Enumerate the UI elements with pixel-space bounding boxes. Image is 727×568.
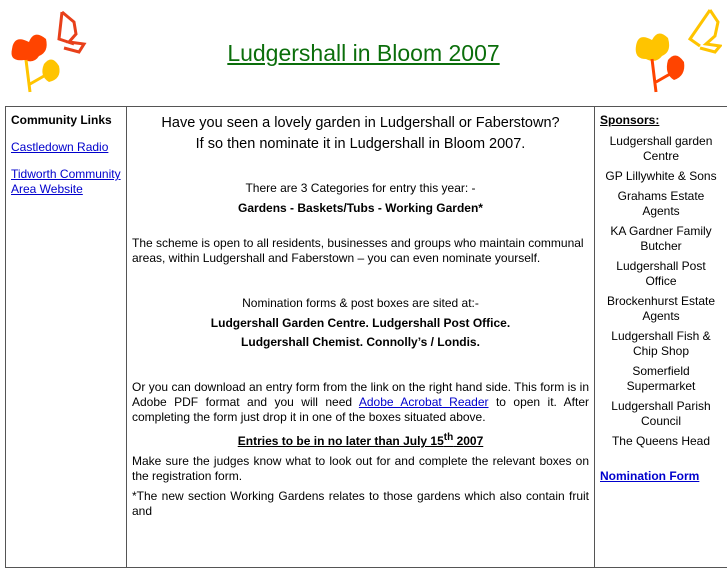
sponsor-item: Somerfield Supermarket	[626, 364, 696, 393]
community-links-column	[6, 107, 127, 567]
sponsor-item: Ludgershall Post Office	[616, 259, 706, 288]
sponsor-item: Brockenhurst Estate Agents	[606, 294, 716, 323]
scheme-text: The scheme is open to all residents, businesses and groups who maintain communal areas, within Ludgershall and Faberstown – you can even nominate yourself.	[132, 236, 584, 265]
download-text	[132, 380, 589, 425]
deadline-sup: th	[443, 432, 454, 443]
deadline-a: Entries to be in no later than July 15	[237, 434, 444, 448]
intro-line-1: Have you seen a lovely garden in Ludgershall or Faberstown?	[161, 115, 560, 131]
castledown-radio-link[interactable]: Castledown Radio	[11, 140, 109, 154]
sponsors-column	[595, 107, 727, 567]
sponsor-item: Ludgershall Fish & Chip Shop	[611, 329, 711, 358]
locations-line-2: Ludgershall Chemist. Connolly’s / Londis.	[241, 335, 480, 349]
content-table	[5, 106, 727, 568]
sponsor-item: The Queens Head	[611, 434, 711, 448]
main-content	[127, 107, 595, 567]
categories-intro: There are 3 Categories for entry this year: -	[245, 181, 476, 195]
intro-line-2: If so then nominate it in Ludgershall in Bloom 2007.	[195, 136, 526, 152]
community-links-heading: Community Links	[11, 113, 112, 127]
nomination-form-link[interactable]: Nomination Form	[600, 469, 700, 483]
sponsor-item: Ludgershall garden Centre	[609, 134, 713, 163]
sponsor-item: Ludgershall Parish Council	[611, 399, 711, 428]
locations-line-1: Ludgershall Garden Centre. Ludgershall Post Office.	[210, 316, 511, 330]
deadline-b: 2007	[453, 434, 484, 448]
download-text-b: to open it. After completing the form just drop it in one of the boxes situated above.	[132, 395, 589, 424]
forms-intro: Nomination forms & post boxes are sited at:-	[242, 296, 479, 310]
sponsor-item: Grahams Estate Agents	[617, 189, 705, 218]
sponsor-item: KA Gardner Family Butcher	[610, 224, 712, 253]
deadline-text	[132, 430, 589, 449]
sponsor-item: GP Lillywhite & Sons	[605, 169, 717, 183]
page-title: Ludgershall in Bloom 2007	[227, 40, 500, 66]
judges-text: Make sure the judges know what to look out for and complete the relevant boxes on the registration form.	[132, 454, 589, 483]
sponsors-heading: Sponsors:	[600, 113, 660, 127]
download-text-a: Or you can download an entry form from the link on the right hand side. This form is in Adobe PDF format and you will need	[132, 380, 589, 409]
tidworth-community-link[interactable]: Tidworth Community Area Website	[11, 167, 121, 196]
adobe-reader-link[interactable]: Adobe Acrobat Reader	[358, 395, 489, 409]
working-gardens-note: *The new section Working Gardens relates to those gardens which also contain fruit and	[132, 489, 589, 518]
categories-list: Gardens - Baskets/Tubs - Working Garden*	[238, 201, 483, 215]
